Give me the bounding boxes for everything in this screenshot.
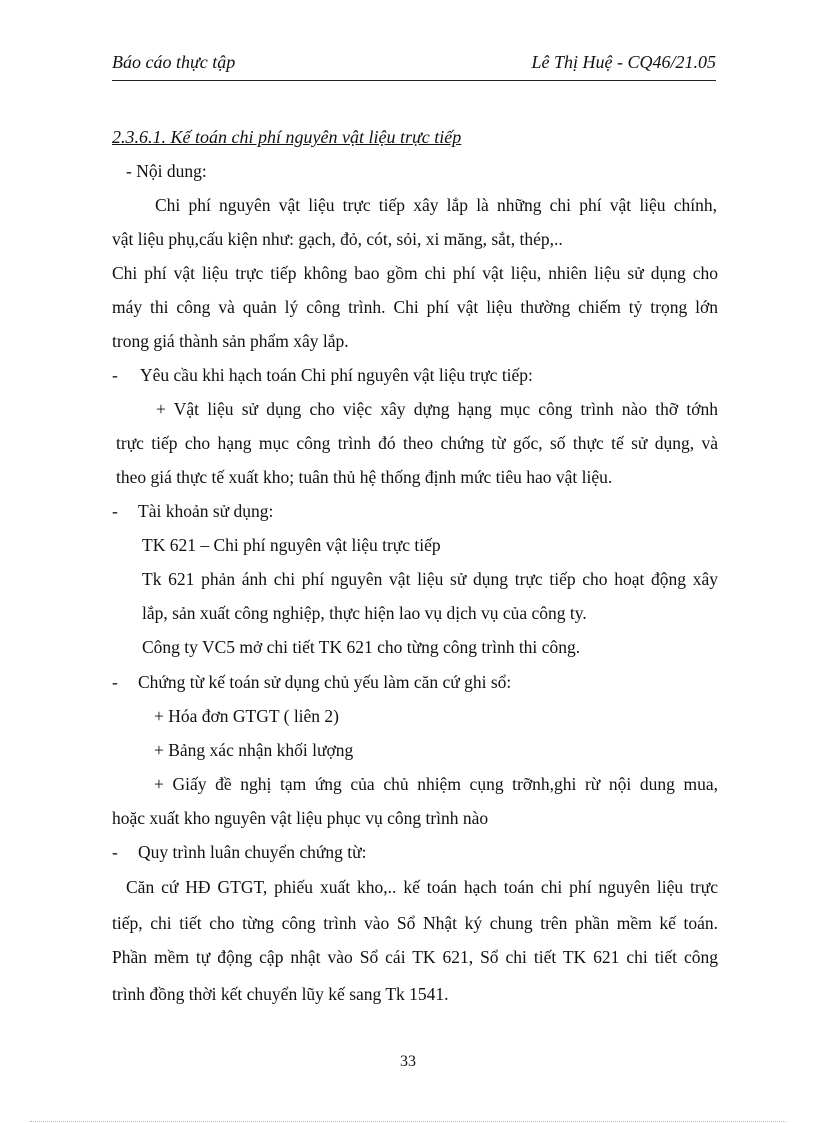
text-line: Tk 621 phản ánh chi phí nguyên vật liệu sử dụng trực tiếp cho hoạt động xây (142, 569, 718, 589)
text-line: Công ty VC5 mở chi tiết TK 621 cho từng công trình thi công. (142, 637, 581, 657)
text-line: trình đồng thời kết chuyển lũy kế sang Tk 1541. (112, 984, 449, 1004)
text-line: theo giá thực tế xuất kho; tuân thủ hệ thống định mức tiêu hao vật liệu. (116, 467, 613, 487)
text-line: trực tiếp cho hạng mục công trình đó theo chứng từ gốc, số thực tế sử dụng, và (116, 433, 718, 453)
text-line: Phần mềm tự động cập nhật vào Sổ cái TK 621, Sổ chi tiết TK 621 chi tiết công (112, 947, 718, 967)
bullet-dash: - (112, 672, 118, 692)
page-bottom-divider (30, 1121, 786, 1122)
page-number: 33 (400, 1053, 416, 1070)
header-right: Lê Thị Huệ - CQ46/21.05 (531, 52, 716, 72)
text-line: máy thi công và quản lý công trình. Chi phí vật liệu thường chiếm tỷ trọng lớn (112, 297, 718, 317)
text-line: Quy trình luân chuyển chứng từ: (138, 842, 367, 862)
text-line: Yêu cầu khi hạch toán Chi phí nguyên vật liệu trực tiếp: (140, 365, 533, 385)
text-line: Chi phí nguyên vật liệu trực tiếp xây lắp là những chi phí vật liệu chính, (155, 195, 717, 215)
bullet-dash: - (112, 842, 118, 862)
text-line: Tài khoản sử dụng: (138, 501, 274, 521)
text-line: tiếp, chi tiết cho từng công trình vào Sổ Nhật ký chung trên phần mềm kế toán. (112, 913, 718, 933)
text-line: hoặc xuất kho nguyên vật liệu phục vụ công trình nào (112, 808, 489, 828)
text-line: + Vật liệu sử dụng cho việc xây dựng hạng mục công trình nào thỡ tớnh (156, 399, 718, 419)
text-line: vật liệu phụ,cấu kiện như: gạch, đỏ, cót, sỏi, xi măng, sắt, thép,.. (112, 229, 563, 249)
text-line: Căn cứ HĐ GTGT, phiếu xuất kho,.. kế toán hạch toán chi phí nguyên liệu trực (126, 877, 718, 897)
text-line: + Bảng xác nhận khối lượng (154, 740, 354, 760)
header-left: Báo cáo thực tập (112, 52, 236, 72)
text-line: Chứng từ kế toán sử dụng chủ yếu làm căn cứ ghi sổ: (138, 672, 512, 692)
text-line: trong giá thành sản phẩm xây lắp. (112, 331, 349, 351)
text-line: lắp, sản xuất công nghiệp, thực hiện lao vụ dịch vụ của công ty. (142, 603, 587, 623)
section-title: 2.3.6.1. Kế toán chi phí nguyên vật liệu trực tiếp (112, 127, 462, 147)
bullet-dash: - (112, 365, 118, 385)
text-line: Chi phí vật liệu trực tiếp không bao gồm chi phí vật liệu, nhiên liệu sử dụng cho (112, 263, 718, 283)
text-line: + Hóa đơn GTGT ( liên 2) (154, 706, 340, 726)
page-header (112, 52, 716, 81)
text-line: + Giấy đề nghị tạm ứng của chủ nhiệm cụng trỡnh,ghi rừ nội dung mua, (154, 774, 718, 794)
text-line: TK 621 – Chi phí nguyên vật liệu trực tiếp (142, 535, 441, 555)
text-line: - Nội dung: (126, 161, 207, 181)
bullet-dash: - (112, 501, 118, 521)
